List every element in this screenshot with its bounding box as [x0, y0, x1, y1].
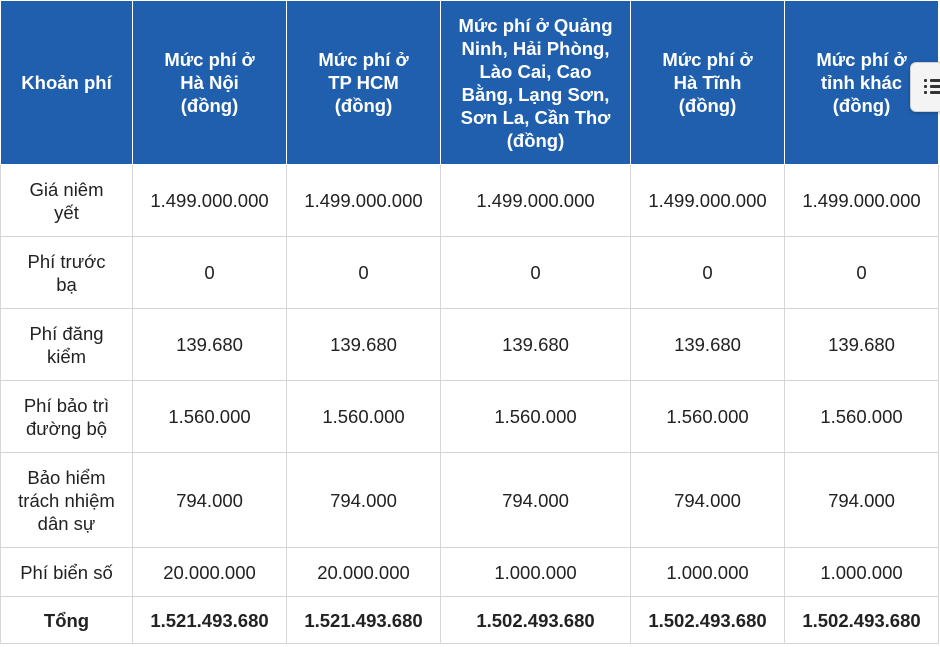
cell-ha-noi: 794.000 — [133, 453, 287, 548]
cell-tinh-khac: 1.502.493.680 — [785, 597, 939, 644]
table-row — [1, 309, 939, 381]
cell-ha-noi: 20.000.000 — [133, 548, 287, 597]
row-label: Phí đăng kiểm — [1, 309, 133, 381]
cell-quang-ninh-group: 1.499.000.000 — [441, 165, 631, 237]
cell-ha-noi: 139.680 — [133, 309, 287, 381]
table-row — [1, 548, 939, 597]
header-tp-hcm: Mức phí ở TP HCM (đồng) — [287, 1, 441, 165]
table-row — [1, 237, 939, 309]
table-row — [1, 453, 939, 548]
row-label: Tổng — [1, 597, 133, 644]
cell-ha-tinh: 1.000.000 — [631, 548, 785, 597]
table-row — [1, 165, 939, 237]
cell-tp-hcm: 139.680 — [287, 309, 441, 381]
table-header-row — [1, 1, 939, 165]
cell-quang-ninh-group: 1.000.000 — [441, 548, 631, 597]
header-khoan-phi: Khoản phí — [1, 1, 133, 165]
header-ha-tinh: Mức phí ở Hà Tĩnh (đồng) — [631, 1, 785, 165]
cell-tinh-khac: 794.000 — [785, 453, 939, 548]
cell-tp-hcm: 794.000 — [287, 453, 441, 548]
cell-ha-noi: 1.521.493.680 — [133, 597, 287, 644]
cell-ha-tinh: 1.499.000.000 — [631, 165, 785, 237]
cell-ha-noi: 0 — [133, 237, 287, 309]
row-label: Phí trước bạ — [1, 237, 133, 309]
cell-ha-noi: 1.560.000 — [133, 381, 287, 453]
cell-quang-ninh-group: 1.560.000 — [441, 381, 631, 453]
cell-tp-hcm: 1.499.000.000 — [287, 165, 441, 237]
cell-quang-ninh-group: 0 — [441, 237, 631, 309]
cell-ha-tinh: 0 — [631, 237, 785, 309]
header-tinh-khac: Mức phí ở tỉnh khác (đồng) — [785, 1, 939, 165]
cell-ha-tinh: 1.560.000 — [631, 381, 785, 453]
cell-quang-ninh-group: 794.000 — [441, 453, 631, 548]
cell-tinh-khac: 1.560.000 — [785, 381, 939, 453]
cell-tp-hcm: 20.000.000 — [287, 548, 441, 597]
cell-tp-hcm: 1.560.000 — [287, 381, 441, 453]
row-label: Bảo hiểm trách nhiệm dân sự — [1, 453, 133, 548]
header-quang-ninh-group: Mức phí ở Quảng Ninh, Hải Phòng, Lào Cai, Cao Bằng, Lạng Sơn, Sơn La, Cần Thơ (đồng) — [441, 1, 631, 165]
cell-ha-noi: 1.499.000.000 — [133, 165, 287, 237]
cell-tinh-khac: 139.680 — [785, 309, 939, 381]
row-label: Phí biển số — [1, 548, 133, 597]
cell-quang-ninh-group: 1.502.493.680 — [441, 597, 631, 644]
cell-tinh-khac: 1.499.000.000 — [785, 165, 939, 237]
cell-ha-tinh: 1.502.493.680 — [631, 597, 785, 644]
table-total-row — [1, 597, 939, 644]
cell-tinh-khac: 0 — [785, 237, 939, 309]
cell-tp-hcm: 0 — [287, 237, 441, 309]
cell-quang-ninh-group: 139.680 — [441, 309, 631, 381]
header-ha-noi: Mức phí ở Hà Nội (đồng) — [133, 1, 287, 165]
list-icon — [924, 79, 940, 95]
cell-ha-tinh: 794.000 — [631, 453, 785, 548]
cell-ha-tinh: 139.680 — [631, 309, 785, 381]
cell-tinh-khac: 1.000.000 — [785, 548, 939, 597]
table-row — [1, 381, 939, 453]
cell-tp-hcm: 1.521.493.680 — [287, 597, 441, 644]
row-label: Giá niêm yết — [1, 165, 133, 237]
table-of-contents-button[interactable] — [910, 62, 940, 112]
row-label: Phí bảo trì đường bộ — [1, 381, 133, 453]
